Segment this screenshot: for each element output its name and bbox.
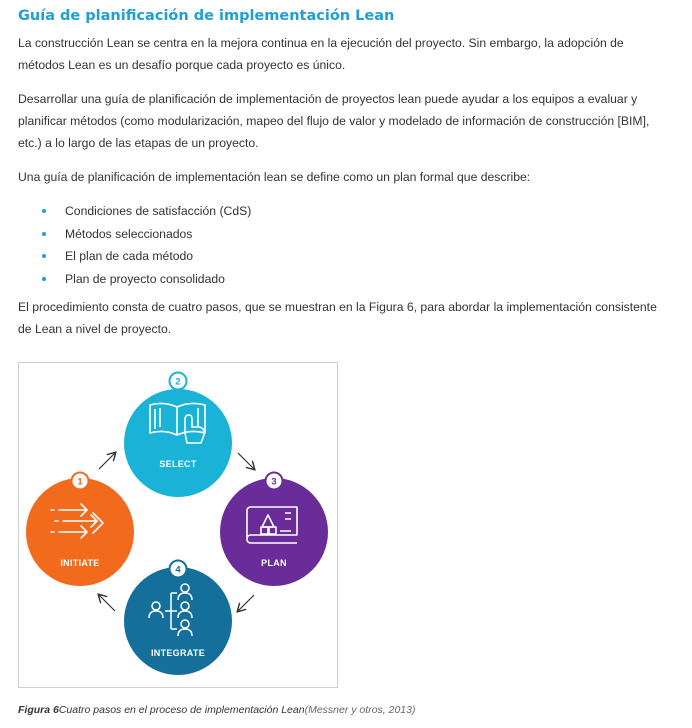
flow-arrow-2-3 <box>238 453 254 469</box>
figure-caption-text: Cuatro pasos en el proceso de implementación Lean <box>58 704 305 716</box>
paragraph-procedure: El procedimiento consta de cuatro pasos, que se muestran en la Figura 6, para abordar la implementación consistente de Lean a nivel de proyecto. <box>18 300 657 336</box>
list-item <box>42 200 668 223</box>
list-item-text: Métodos seleccionados <box>65 226 193 241</box>
figure-label: Figura 6 <box>18 704 59 716</box>
step-number: 3 <box>271 476 277 488</box>
bullet-icon <box>42 277 46 281</box>
bullet-list <box>18 200 668 290</box>
flow-arrow-3-4 <box>238 595 254 611</box>
step-label: INTEGRATE <box>150 648 206 658</box>
bullet-icon <box>42 209 46 213</box>
bullet-icon <box>42 254 46 258</box>
list-item-text: El plan de cada método <box>65 249 194 263</box>
process-cycle-diagram <box>19 363 337 687</box>
figure-citation: (Messner y otros, 2013) <box>304 704 416 716</box>
step-circle <box>220 478 328 586</box>
step-number: 1 <box>77 476 83 488</box>
figure-6 <box>18 362 338 688</box>
step-number: 4 <box>175 564 181 576</box>
page-title: Guía de planificación de implementación Lean <box>18 8 395 24</box>
paragraph-definition: Una guía de planificación de implementación lean se define como un plan formal que describe: <box>18 170 531 184</box>
list-item-text: Plan de proyecto consolidado <box>65 271 225 286</box>
step-label: INITIATE <box>60 558 100 568</box>
paragraph-intro: La construcción Lean se centra en la mejora continua en la ejecución del proyecto. Sin embargo, la adopción de métodos Lean es un desafío porque cada proyecto es único. <box>18 36 624 72</box>
step-label: PLAN <box>261 558 287 568</box>
step-circle <box>124 564 232 675</box>
step-number: 2 <box>175 376 181 388</box>
bullet-icon <box>42 232 46 236</box>
list-item-text: Condiciones de satisfacción (CdS) <box>65 204 252 218</box>
step-initiate <box>26 473 134 587</box>
step-integrate <box>124 561 232 676</box>
paragraph-guide: Desarrollar una guía de planificación de implementación de proyectos lean puede ayudar a los equipos a evaluar y planificar métodos (como modularización, mapeo del flujo de valor y modelado de información de construcción [BIM], etc.) a lo largo de las etapas de un proyecto. <box>18 92 650 150</box>
article <box>18 6 668 352</box>
list-item <box>42 245 668 268</box>
step-select <box>124 373 232 498</box>
step-circle <box>124 389 232 497</box>
flow-arrow-4-1 <box>99 595 115 611</box>
list-item <box>42 223 668 246</box>
figure-caption <box>18 704 415 716</box>
step-plan <box>220 473 328 587</box>
step-label: SELECT <box>159 459 197 469</box>
list-item <box>42 268 668 291</box>
flow-arrow-1-2 <box>99 453 115 469</box>
